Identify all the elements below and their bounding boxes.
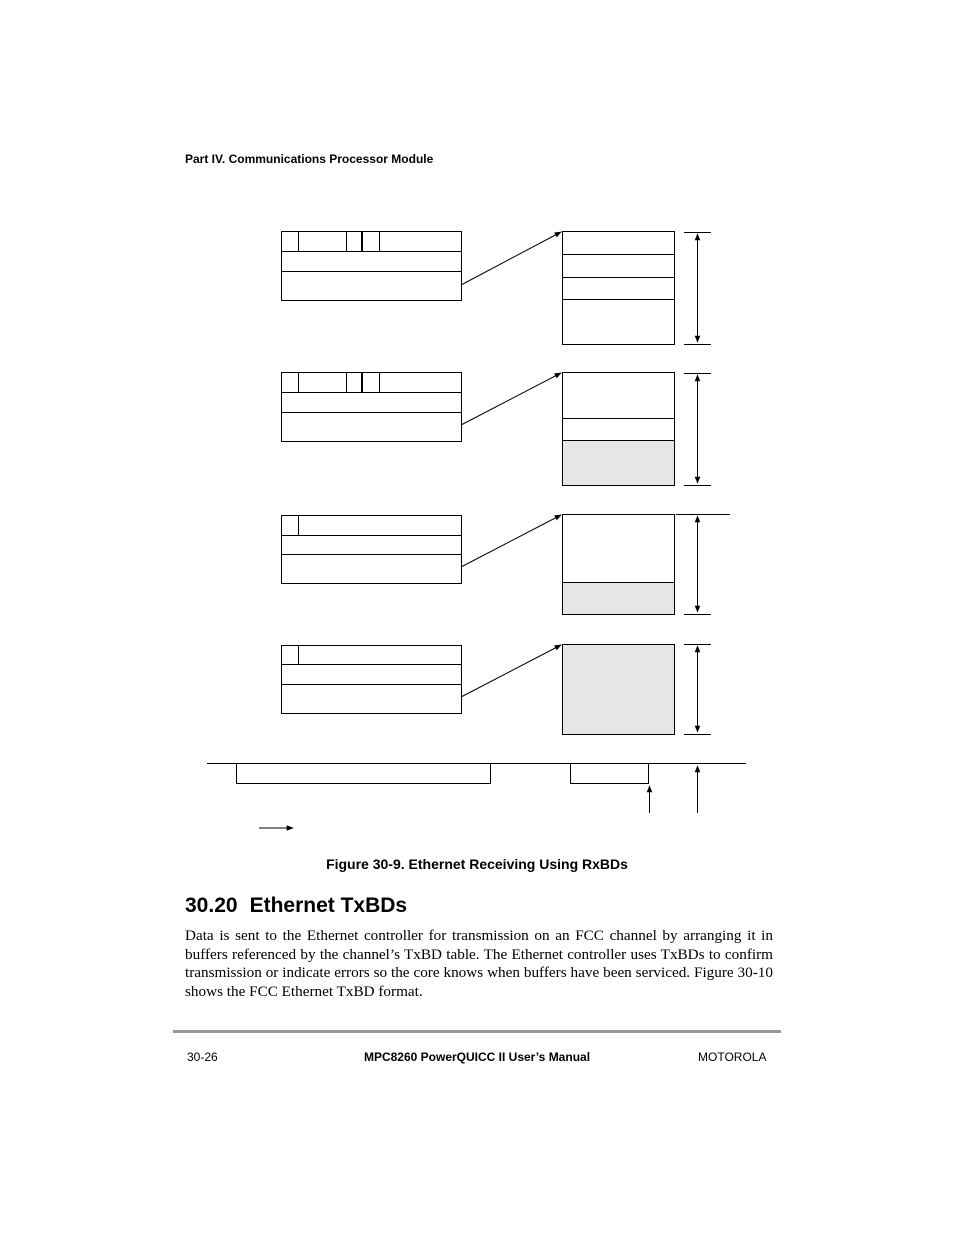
rxbd-3 (282, 516, 462, 584)
buffer-3 (563, 515, 675, 615)
bd3-pointer-arrow (461, 515, 561, 567)
company-name: MOTOROLA (698, 1050, 767, 1064)
section-paragraph: Data is sent to the Ethernet controller for transmission on an FCC channel by arranging it in buffers referenced by the channel’s TxBD table. The Ethernet controller uses TxBDs to confirm transmission or indicate errors so the core knows when buffers have been serviced. Figure 30-10 shows the FCC Ethernet TxBD format. (185, 927, 773, 1000)
frame-length-marker-4 (684, 645, 711, 735)
rxbd-4 (282, 646, 462, 714)
frame-length-marker-1 (684, 233, 711, 345)
buffer-4 (563, 645, 675, 735)
ethernet-frame-timeline (207, 764, 746, 814)
footer-rule (173, 1030, 781, 1033)
section-heading (185, 894, 407, 918)
buffer-1 (563, 232, 675, 345)
page-number: 30-26 (187, 1050, 218, 1064)
manual-title: MPC8260 PowerQUICC II User’s Manual (363, 1050, 591, 1064)
rxbd-1 (282, 232, 462, 301)
running-head: Part IV. Communications Processor Module (185, 152, 434, 166)
section-number: 30.20 (185, 894, 238, 917)
bd2-pointer-arrow (461, 373, 561, 425)
frame-length-marker-2 (684, 374, 711, 486)
bd1-pointer-arrow (461, 232, 561, 285)
bd4-pointer-arrow (461, 645, 561, 697)
frame-length-marker-3 (676, 515, 730, 615)
rxbd-2 (282, 373, 462, 442)
figure-caption: Figure 30-9. Ethernet Receiving Using RxBDs (326, 856, 628, 872)
section-title: Ethernet TxBDs (249, 894, 408, 917)
buffer-2 (563, 373, 675, 486)
